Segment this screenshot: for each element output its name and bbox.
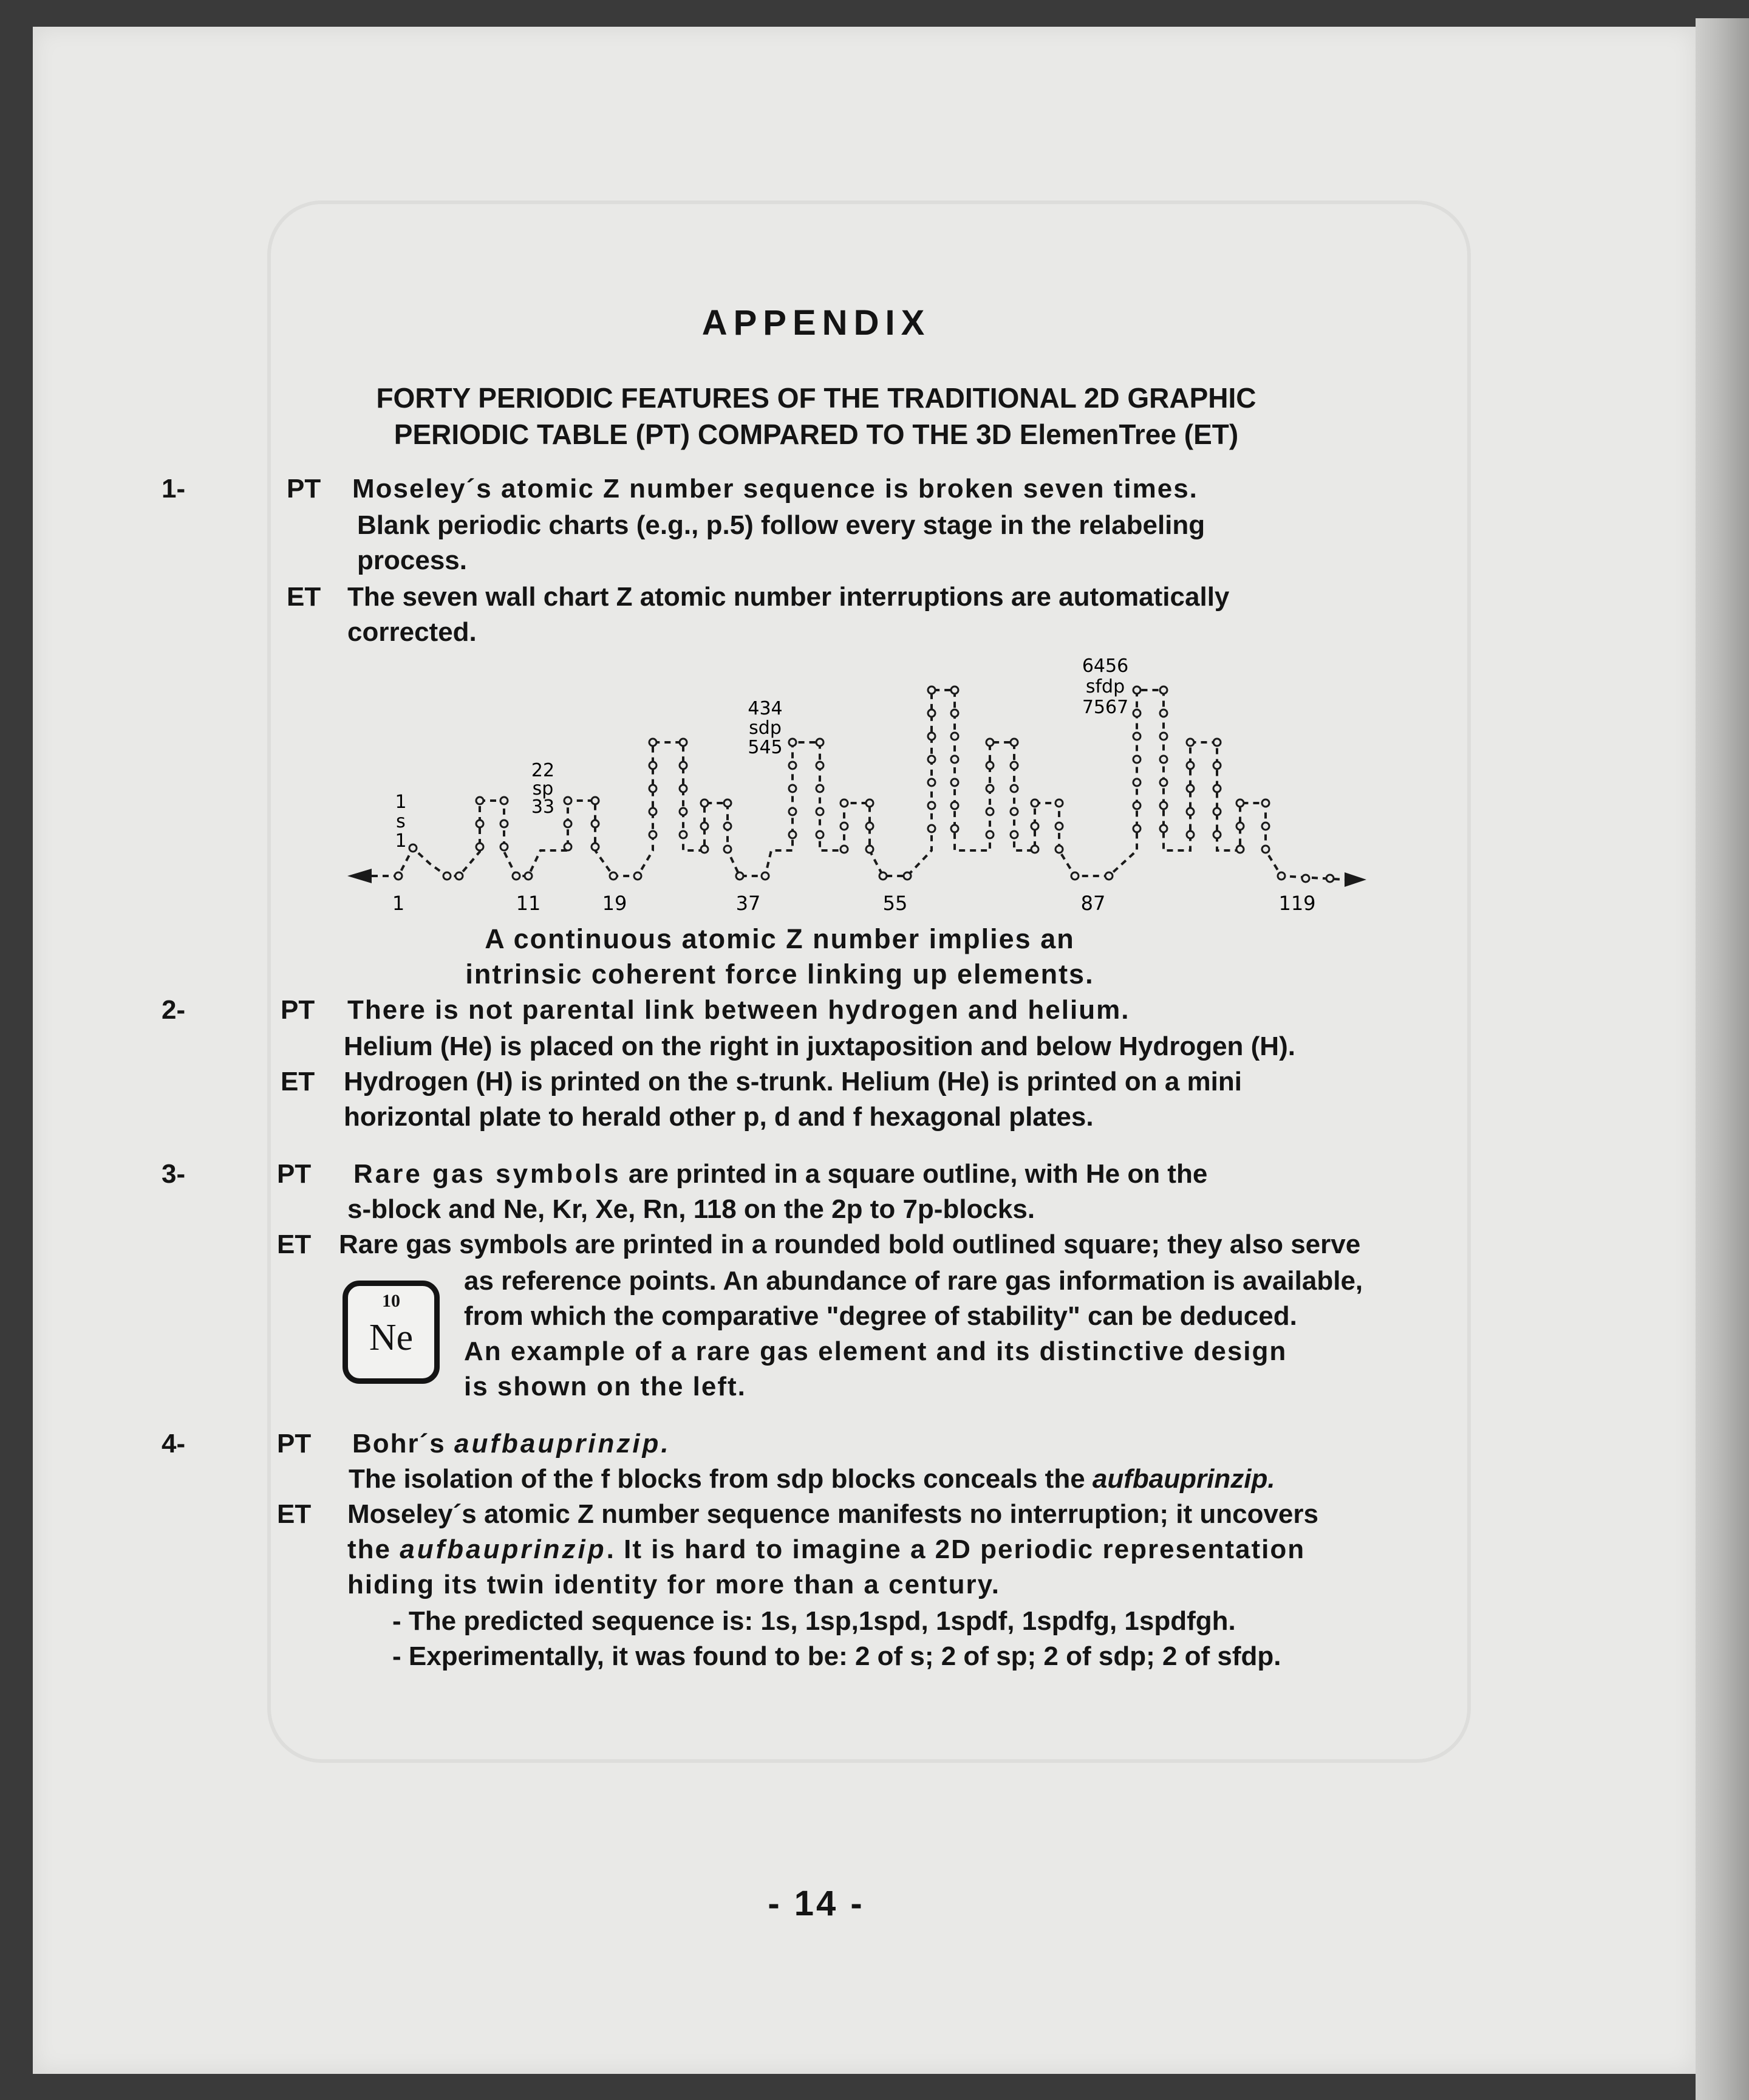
element-node xyxy=(610,872,617,880)
element-node xyxy=(816,785,823,792)
element-node xyxy=(1133,802,1140,809)
element-node xyxy=(592,797,599,804)
item-2-pt-tag: PT xyxy=(281,995,315,1025)
item-3-et-tag: ET xyxy=(277,1230,312,1259)
element-node xyxy=(1133,779,1140,786)
element-atomic-number: 10 xyxy=(382,1291,400,1311)
annotation-sp: 33 xyxy=(531,796,555,818)
annotation-sp: sp xyxy=(532,778,554,799)
element-node xyxy=(928,733,935,740)
axis-label: 19 xyxy=(602,892,627,915)
item-4-pt-tag: PT xyxy=(277,1429,312,1459)
item-2-number: 2- xyxy=(162,995,186,1025)
element-node xyxy=(951,802,958,809)
element-node xyxy=(513,872,520,880)
element-node xyxy=(1031,846,1038,853)
element-node xyxy=(1213,808,1221,815)
element-node xyxy=(1055,799,1063,807)
element-node xyxy=(1055,846,1063,853)
element-node xyxy=(1213,762,1221,769)
annotation-sfdp: 6456 xyxy=(1082,655,1129,677)
item-3-et-line-1: Rare gas symbols are printed in a rounded bold outlined square; they also serve xyxy=(339,1230,1361,1259)
item-1-et-line-2: corrected. xyxy=(347,617,477,647)
element-node xyxy=(1133,710,1140,717)
item-4-et-line-2 xyxy=(347,1534,1305,1565)
element-node xyxy=(951,710,958,717)
annotation-sfdp: 7567 xyxy=(1082,697,1129,718)
element-node xyxy=(1011,762,1018,769)
element-node xyxy=(1133,756,1140,763)
element-node xyxy=(649,739,656,746)
element-node xyxy=(1278,872,1285,880)
element-node xyxy=(1160,686,1167,694)
element-node xyxy=(840,799,848,807)
element-node xyxy=(476,820,483,827)
element-node xyxy=(724,846,731,853)
element-node xyxy=(986,762,994,769)
element-node xyxy=(1011,785,1018,792)
rare-gas-symbols-emphasis: Rare gas symbols xyxy=(353,1159,621,1189)
diagram-caption-line-2: intrinsic coherent force linking up elements. xyxy=(465,959,1094,990)
element-node xyxy=(928,710,935,717)
axis-label: 1 xyxy=(392,892,405,915)
item-4-et-line-2-rest: . It is hard to imagine a 2D periodic representation xyxy=(606,1534,1306,1564)
element-node xyxy=(443,872,451,880)
item-4-et-line-3: hiding its twin identity for more than a century. xyxy=(347,1570,1001,1599)
item-4-number: 4- xyxy=(162,1429,186,1459)
item-4-et-tag: ET xyxy=(277,1499,312,1529)
page-title: APPENDIX xyxy=(701,303,931,343)
element-node xyxy=(649,762,656,769)
element-node xyxy=(928,802,935,809)
z-sequence-path xyxy=(372,690,1345,880)
axis-label: 37 xyxy=(735,892,761,915)
element-node xyxy=(409,844,417,852)
item-3-et-line-4: An example of a rare gas element and its distinctive design xyxy=(464,1336,1287,1366)
annotation-s: 1 xyxy=(395,830,407,852)
element-node xyxy=(1187,831,1194,838)
aufbauprinzip-italic: aufbauprinzip. xyxy=(1092,1464,1275,1494)
item-1-pt-line-3: process. xyxy=(357,546,467,575)
element-node xyxy=(1105,872,1113,880)
item-4-bullet-2: - Experimentally, it was found to be: 2 of s; 2 of sp; 2 of sdp; 2 of sfdp. xyxy=(392,1641,1281,1671)
element-node xyxy=(649,831,656,838)
element-node xyxy=(1071,872,1079,880)
element-node xyxy=(789,739,796,746)
element-node xyxy=(789,831,796,838)
element-node xyxy=(1031,823,1038,830)
annotation-sfdp: sfdp xyxy=(1085,676,1125,697)
item-4-pt-line-2-plain: The isolation of the f blocks from sdp blocks conceals the xyxy=(349,1464,1093,1494)
element-node xyxy=(816,762,823,769)
element-node xyxy=(928,825,935,832)
axis-label: 87 xyxy=(1080,892,1106,915)
element-node xyxy=(951,756,958,763)
element-node xyxy=(1133,733,1140,740)
item-2-et-tag: ET xyxy=(281,1067,315,1096)
item-3-pt-line-1 xyxy=(353,1159,1207,1189)
item-3-pt-line-2: s-block and Ne, Kr, Xe, Rn, 118 on the 2p to 7p-blocks. xyxy=(347,1194,1035,1224)
element-node xyxy=(986,739,994,746)
aufbauprinzip-italic: aufbauprinzip. xyxy=(454,1429,671,1459)
item-1-et-line-1: The seven wall chart Z atomic number interruptions are automatically xyxy=(347,582,1230,612)
element-node xyxy=(928,686,935,694)
element-node xyxy=(500,843,508,850)
axis-label: 119 xyxy=(1278,892,1316,915)
element-node xyxy=(736,872,743,880)
item-1-et-tag: ET xyxy=(287,582,321,612)
element-node xyxy=(1213,831,1221,838)
item-2-et-line-1: Hydrogen (H) is printed on the s-trunk. Helium (He) is printed on a mini xyxy=(344,1067,1242,1096)
element-node xyxy=(879,872,887,880)
item-2-pt-line-1: There is not parental link between hydrogen and helium. xyxy=(347,995,1130,1025)
annotation-sdp: 434 xyxy=(748,698,783,719)
element-node xyxy=(680,831,687,838)
annotation-sdp: 545 xyxy=(748,737,783,758)
element-node xyxy=(1011,808,1018,815)
element-node xyxy=(1302,875,1309,882)
element-node xyxy=(1160,802,1167,809)
element-node xyxy=(840,846,848,853)
item-3-pt-tag: PT xyxy=(277,1159,312,1189)
item-3-et-line-5: is shown on the left. xyxy=(464,1372,746,1401)
element-node xyxy=(476,843,483,850)
item-1-number: 1- xyxy=(162,474,186,504)
element-node xyxy=(564,843,571,850)
element-node xyxy=(500,797,508,804)
item-2-et-line-2: horizontal plate to herald other p, d and f hexagonal plates. xyxy=(344,1102,1094,1132)
element-node xyxy=(986,808,994,815)
element-node xyxy=(1262,823,1269,830)
element-node xyxy=(986,831,994,838)
element-node xyxy=(701,846,708,853)
item-1-pt-line-1: Moseley´s atomic Z number sequence is broken seven times. xyxy=(352,474,1198,504)
axis-label: 11 xyxy=(516,892,541,915)
item-3-et-line-3: from which the comparative "degree of stability" can be deduced. xyxy=(464,1301,1297,1331)
element-node xyxy=(701,823,708,830)
element-node xyxy=(789,808,796,815)
element-node xyxy=(724,823,731,830)
element-node xyxy=(1160,779,1167,786)
element-node xyxy=(1133,825,1140,832)
element-node xyxy=(1262,799,1269,807)
item-4-bullet-1: - The predicted sequence is: 1s, 1sp,1spd, 1spdf, 1spdfg, 1spdfgh. xyxy=(392,1606,1236,1636)
element-node xyxy=(1187,762,1194,769)
annotation-sp: 22 xyxy=(531,760,555,781)
element-node xyxy=(816,739,823,746)
element-node xyxy=(1236,823,1244,830)
element-node xyxy=(680,762,687,769)
element-node xyxy=(904,872,911,880)
annotation-s: s xyxy=(396,811,406,832)
item-4-pt-line-2 xyxy=(349,1464,1275,1494)
element-node xyxy=(1236,799,1244,807)
element-node xyxy=(1236,846,1244,853)
item-1-pt-line-2: Blank periodic charts (e.g., p.5) follow every stage in the relabeling xyxy=(357,510,1205,540)
item-3-number: 3- xyxy=(162,1159,186,1189)
element-node xyxy=(701,799,708,807)
element-node xyxy=(951,779,958,786)
element-node xyxy=(476,797,483,804)
element-node xyxy=(455,872,463,880)
rare-gas-example-tile xyxy=(343,1281,440,1384)
element-node xyxy=(649,785,656,792)
element-node xyxy=(816,831,823,838)
item-4-et-line-2-plain: the xyxy=(347,1534,400,1564)
element-node xyxy=(680,808,687,815)
element-node xyxy=(1326,875,1334,882)
element-node xyxy=(816,808,823,815)
element-node xyxy=(1187,785,1194,792)
element-node xyxy=(1011,739,1018,746)
element-node xyxy=(1055,823,1063,830)
element-node xyxy=(866,823,873,830)
element-node xyxy=(928,756,935,763)
element-node xyxy=(866,846,873,853)
element-node xyxy=(1160,733,1167,740)
element-node xyxy=(866,799,873,807)
element-node xyxy=(680,785,687,792)
item-3-et-line-2: as reference points. An abundance of rare gas information is available, xyxy=(464,1266,1363,1296)
subtitle-line-2: PERIODIC TABLE (PT) COMPARED TO THE 3D ElemenTree (ET) xyxy=(394,419,1239,450)
element-node xyxy=(1213,739,1221,746)
element-node xyxy=(1160,756,1167,763)
z-ladder-line xyxy=(372,690,1345,880)
element-node xyxy=(634,872,641,880)
element-node xyxy=(724,799,731,807)
element-node xyxy=(649,808,656,815)
element-node xyxy=(564,797,571,804)
element-node xyxy=(928,779,935,786)
right-arrow-icon xyxy=(1345,872,1366,887)
element-node xyxy=(840,823,848,830)
element-node xyxy=(564,820,571,827)
element-node xyxy=(951,825,958,832)
element-node xyxy=(525,872,532,880)
item-4-et-line-1: Moseley´s atomic Z number sequence manifests no interruption; it uncovers xyxy=(347,1499,1318,1529)
element-node xyxy=(1187,739,1194,746)
annotation-s: 1 xyxy=(395,792,407,813)
element-node xyxy=(1187,808,1194,815)
axis-label: 55 xyxy=(882,892,908,915)
diagram-caption-line-1: A continuous atomic Z number implies an xyxy=(485,923,1075,954)
element-node xyxy=(762,872,769,880)
item-2-pt-line-2: Helium (He) is placed on the right in juxtaposition and below Hydrogen (H). xyxy=(344,1031,1295,1061)
element-node xyxy=(951,686,958,694)
item-3-pt-line-1-rest: are printed in a square outline, with He on the xyxy=(621,1159,1208,1189)
item-1-pt-tag: PT xyxy=(287,474,321,504)
element-node xyxy=(1213,785,1221,792)
element-node xyxy=(395,872,402,880)
element-node xyxy=(592,820,599,827)
subtitle-line-1: FORTY PERIODIC FEATURES OF THE TRADITIONAL 2D GRAPHIC xyxy=(376,382,1256,414)
element-node xyxy=(1133,686,1140,694)
element-node xyxy=(951,733,958,740)
aufbauprinzip-italic: aufbauprinzip xyxy=(400,1534,607,1564)
item-4-pt-line-1-plain: Bohr´s xyxy=(352,1429,454,1459)
element-node xyxy=(789,762,796,769)
annotation-sdp: sdp xyxy=(749,717,782,739)
element-node xyxy=(1160,825,1167,832)
element-node xyxy=(1011,831,1018,838)
element-node xyxy=(592,843,599,850)
left-arrow-icon xyxy=(347,869,372,883)
element-symbol: Ne xyxy=(369,1317,414,1358)
element-node xyxy=(680,739,687,746)
element-node xyxy=(1031,799,1038,807)
item-4-pt-line-1 xyxy=(352,1429,671,1459)
element-node xyxy=(789,785,796,792)
page-number: - 14 - xyxy=(768,1884,865,1923)
element-node xyxy=(986,785,994,792)
element-node xyxy=(1262,846,1269,853)
element-node xyxy=(500,820,508,827)
element-node xyxy=(1160,710,1167,717)
